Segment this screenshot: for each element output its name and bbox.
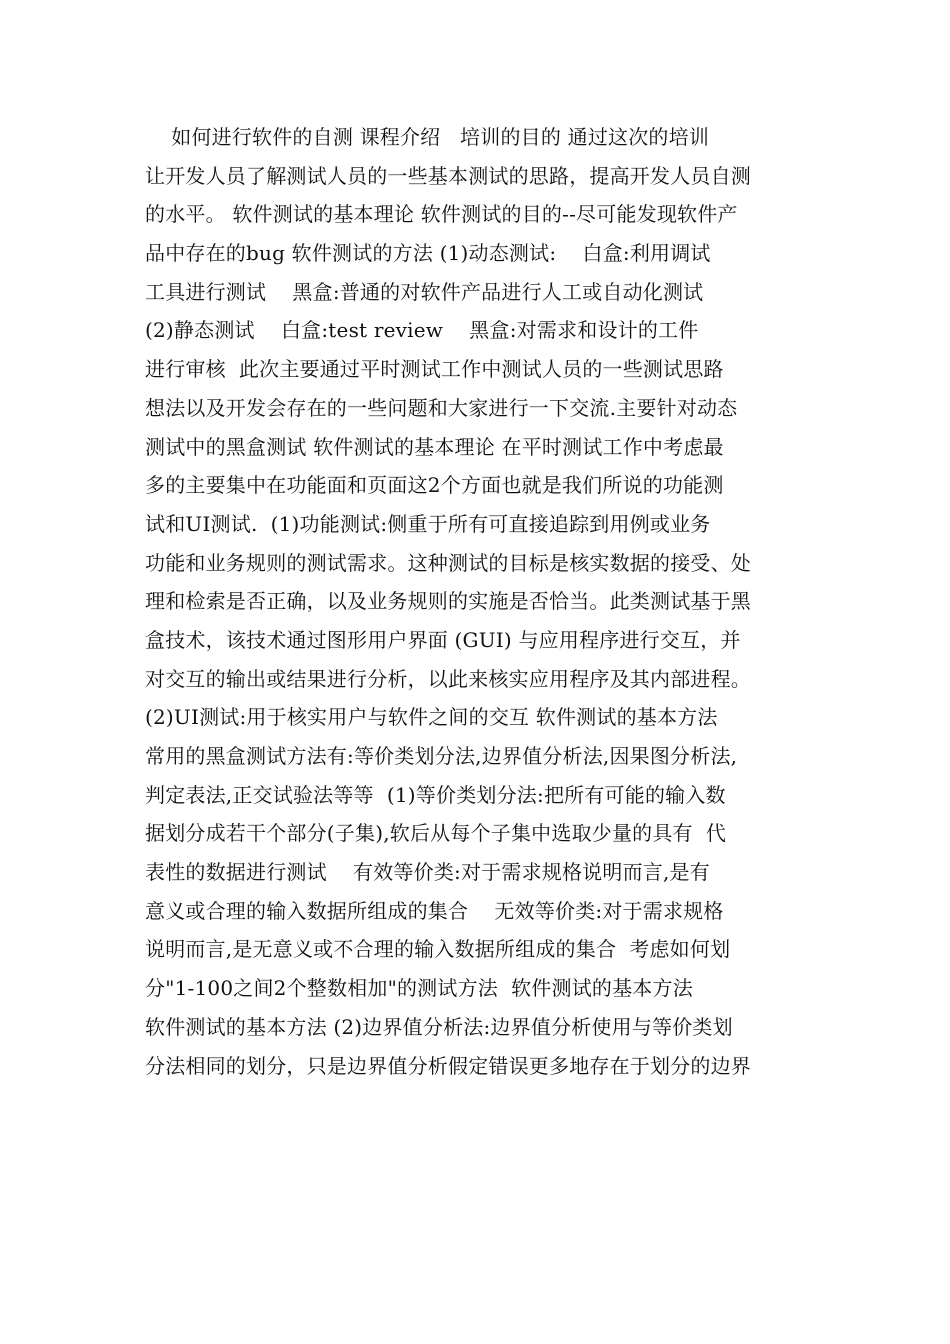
text-line: 分"1-100之间2个整数相加"的测试方法 软件测试的基本方法 <box>145 976 693 1001</box>
text-line: 盒技术，该技术通过图形用户界面 (GUI) 与应用程序进行交互，并 <box>145 627 741 652</box>
text-line: 想法以及开发会存在的一些问题和大家进行一下交流.主要针对动态 <box>145 395 738 420</box>
text-line: 意义或合理的输入数据所组成的集合 无效等价类:对于需求规格 <box>145 898 724 923</box>
text-line: 进行审核 此次主要通过平时测试工作中测试人员的一些测试思路 <box>145 357 724 382</box>
text-line: 常用的黑盒测试方法有:等价类划分法,边界值分析法,因果图分析法, <box>145 744 738 768</box>
text-line: 品中存在的bug 软件测试的方法 (1)动态测试: 白盒:利用调试 <box>145 241 711 266</box>
text-line: 测试中的黑盒测试 软件测试的基本理论 在平时测试工作中考虑最 <box>145 434 724 459</box>
text-line: 工具进行测试 黑盒:普通的对软件产品进行人工或自动化测试 <box>145 279 704 304</box>
text-line: 试和UI测试. (1)功能测试:侧重于所有可直接追踪到用例或业务 <box>145 511 711 536</box>
body-text <box>145 118 810 1085</box>
text-line: 判定表法,正交试验法等等 (1)等价类划分法:把所有可能的输入数 <box>145 782 726 807</box>
text-line: 说明而言,是无意义或不合理的输入数据所组成的集合 考虑如何划 <box>145 937 731 962</box>
text-line: 多的主要集中在功能面和页面这2个方面也就是我们所说的功能测 <box>145 473 724 498</box>
text-line: 表性的数据进行测试 有效等价类:对于需求规格说明而言,是有 <box>145 860 710 885</box>
text-line: 功能和业务规则的测试需求。这种测试的目标是核实数据的接受、处 <box>145 550 751 575</box>
text-line: 理和检索是否正确，以及业务规则的实施是否恰当。此类测试基于黑 <box>145 589 751 614</box>
text-line: 的水平。 软件测试的基本理论 软件测试的目的--尽可能发现软件产 <box>145 202 738 227</box>
text-line: 软件测试的基本方法 (2)边界值分析法:边界值分析使用与等价类划 <box>145 1014 733 1039</box>
text-line: 分法相同的划分，只是边界值分析假定错误更多地存在于划分的边界 <box>145 1053 751 1078</box>
text-line: 据划分成若干个部分(子集),软后从每个子集中选取少量的具有 代 <box>145 821 727 846</box>
text-line: (2)静态测试 白盒:test review 黑盒:对需求和设计的工件 <box>145 318 699 343</box>
text-line: (2)UI测试:用于核实用户与软件之间的交互 软件测试的基本方法 <box>145 705 718 730</box>
text-line: 对交互的输出或结果进行分析，以此来核实应用程序及其内部进程。 <box>145 666 751 691</box>
text-line: 让开发人员了解测试人员的一些基本测试的思路，提高开发人员自测 <box>145 163 751 188</box>
text-line: 如何进行软件的自测 课程介绍 培训的目的 通过这次的培训 <box>145 125 710 149</box>
